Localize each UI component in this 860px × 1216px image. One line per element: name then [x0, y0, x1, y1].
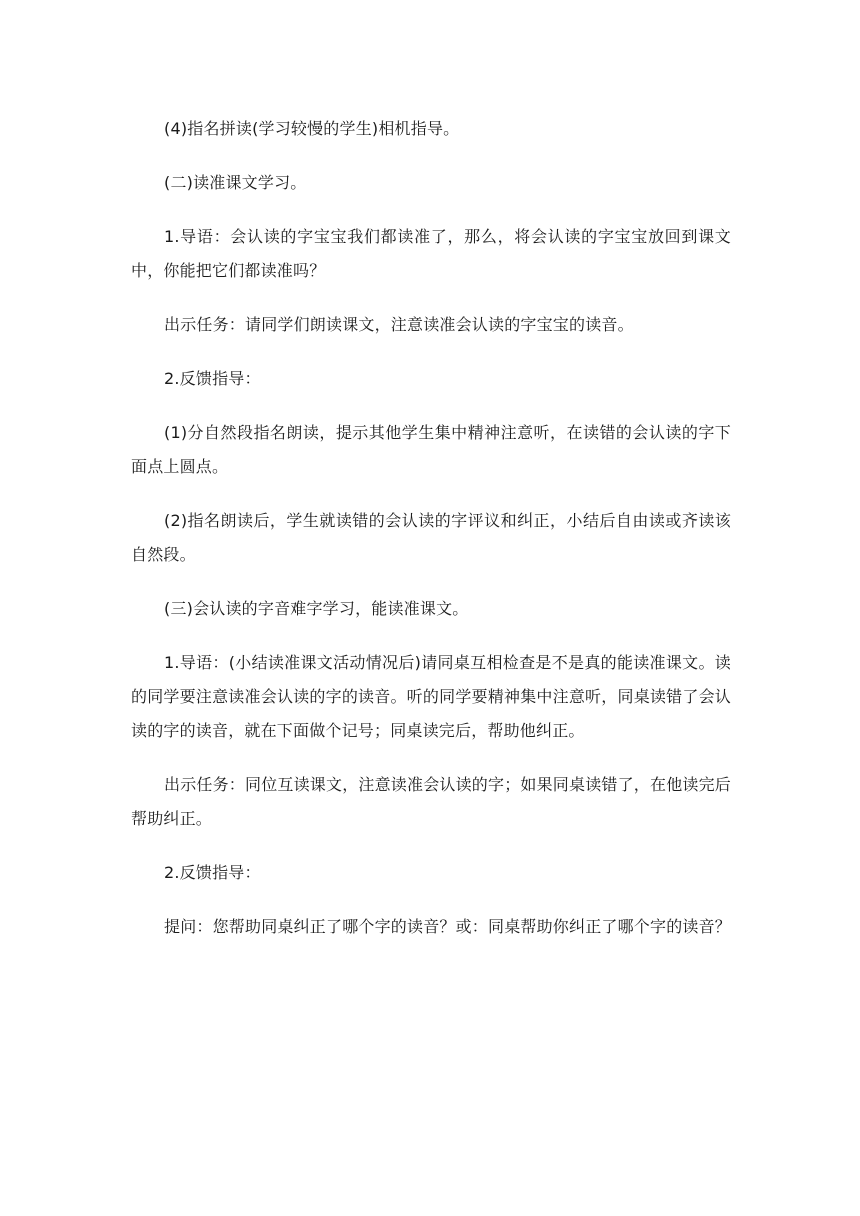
paragraph-12: 提问：您帮助同桌纠正了哪个字的读音？或：同桌帮助你纠正了哪个字的读音？ [164, 917, 732, 936]
paragraph-5: 2.反馈指导： [164, 369, 261, 388]
paragraph-6: (1)分自然段指名朗读，提示其他学生集中精神注意听，在读错的会认读的字下面点上圆点。 [131, 423, 731, 476]
paragraph-11: 2.反馈指导： [164, 863, 261, 882]
document-body [131, 112, 731, 964]
section-heading-3: (三)会认读的字音难字学习，能读准课文。 [164, 599, 469, 618]
paragraph-1: (4)指名拼读(学习较慢的学生)相机指导。 [164, 119, 460, 138]
section-heading-2: (二)读准课文学习。 [164, 173, 307, 192]
paragraph-4: 出示任务：请同学们朗读课文，注意读准会认读的字宝宝的读音。 [164, 315, 634, 334]
paragraph-3: 1.导语：会认读的字宝宝我们都读准了，那么，将会认读的字宝宝放回到课文中，你能把它们都读准吗？ [131, 227, 731, 280]
paragraph-9: 1.导语：(小结读准课文活动情况后)请同桌互相检查是不是真的能读准课文。读的同学要注意读准会认读的字的读音。听的同学要精神集中注意听，同桌读错了会认读的字的读音，就在下面做个记号；同桌读完后，帮助他纠正。 [131, 653, 731, 740]
paragraph-7: (2)指名朗读后，学生就读错的会认读的字评议和纠正，小结后自由读或齐读该自然段。 [131, 511, 731, 564]
paragraph-10: 出示任务：同位互读课文，注意读准会认读的字；如果同桌读错了，在他读完后帮助纠正。 [131, 775, 732, 828]
